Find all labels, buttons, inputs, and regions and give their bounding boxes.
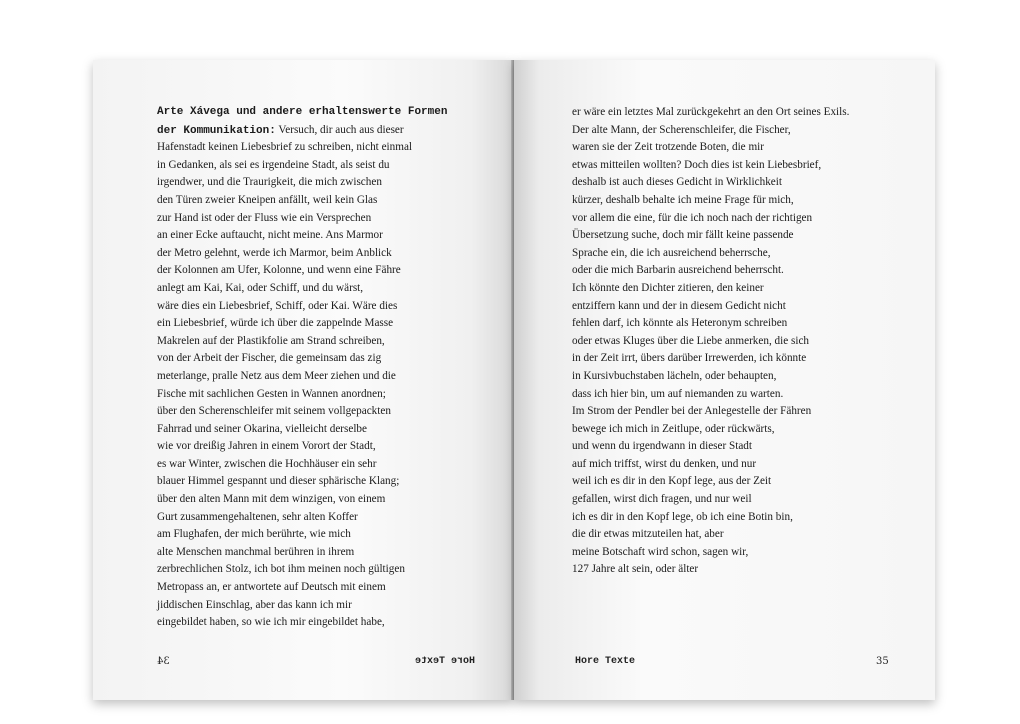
- poem-line: von der Arbeit der Fischer, die gemeinsam das zig: [157, 352, 382, 365]
- poem-line: alte Menschen manchmal berühren in ihrem: [157, 545, 355, 558]
- poem-line: entziffern kann und der in diesem Gedicht nicht: [572, 299, 786, 312]
- poem-line: anlegt am Kai, Kai, oder Schiff, und du wärst,: [157, 281, 364, 294]
- left-page: [93, 60, 513, 700]
- poem-title-line-1: Arte Xávega und andere erhaltenswerte Formen: [157, 106, 448, 118]
- poem-line: kürzer, deshalb behalte ich meine Frage für mich,: [572, 193, 794, 206]
- poem-title-rest: Versuch, dir auch aus dieser: [275, 123, 404, 136]
- right-running-title: Hore Texte: [575, 656, 636, 667]
- poem-line: er wäre ein letztes Mal zurückgekehrt an den Ort seines Exils.: [572, 106, 850, 118]
- poem-line: am Flughafen, der mich berührte, wie mich: [157, 528, 351, 541]
- poem-line: irgendwer, und die Traurigkeit, die mich zwischen: [157, 176, 382, 189]
- poem-line: oder die mich Barbarin ausreichend beherrscht.: [572, 264, 784, 277]
- poem-line: Im Strom der Pendler bei der Anlegestelle der Fähren: [572, 405, 812, 418]
- poem-line: vor allem die eine, für die ich noch nach der richtigen: [572, 211, 813, 224]
- poem-line: dass ich hier bin, um auf niemanden zu warten.: [572, 387, 784, 400]
- poem-line: blauer Himmel gespannt und dieser sphärische Klang;: [157, 475, 400, 488]
- poem-line: in der Zeit irrt, übers darüber Irrewerden, ich könnte: [572, 352, 807, 365]
- poem-line: die dir etwas mitzuteilen hat, aber: [572, 528, 724, 541]
- poem-line: Sprache ein, die ich ausreichend beherrsche,: [572, 246, 771, 259]
- poem-line: an einer Ecke auftaucht, nicht meine. Ans Marmor: [157, 229, 383, 242]
- poem-line: deshalb ist auch dieses Gedicht in Wirklichkeit: [572, 176, 782, 189]
- poem-line: Übersetzung suche, doch mir fällt keine passende: [572, 229, 794, 242]
- poem-title-line-2: [157, 122, 447, 140]
- poem-line: den Türen zweier Kneipen anfällt, weil kein Glas: [157, 193, 378, 206]
- poem-line: waren sie der Zeit trotzende Boten, die mir: [572, 141, 764, 154]
- poem-line: es war Winter, zwischen die Hochhäuser ein sehr: [157, 457, 377, 470]
- poem-line: der Metro gelehnt, werde ich Marmor, beim Anblick: [157, 246, 392, 259]
- poem-line: jiddischen Einschlag, aber das kann ich mir: [157, 598, 352, 611]
- poem-line: wäre dies ein Liebesbrief, Schiff, oder Kai. Wäre dies: [157, 299, 398, 312]
- poem-line: eingebildet haben, so wie ich mir eingebildet habe,: [157, 616, 385, 629]
- poem-line: Metropass an, er antwortete auf Deutsch mit einem: [157, 581, 386, 594]
- poem-line: fehlen darf, ich könnte als Heteronym schreiben: [572, 317, 788, 330]
- right-page-text: [572, 104, 849, 579]
- left-page-text: [157, 104, 447, 632]
- left-running-title: Hore Texte: [415, 656, 476, 667]
- poem-line: ein Liebesbrief, würde ich über die zappelnde Masse: [157, 317, 394, 330]
- poem-line: etwas mitteilen wollten? Doch dies ist kein Liebesbrief,: [572, 158, 822, 171]
- poem-line: Hafenstadt keinen Liebesbrief zu schreiben, nicht einmal: [157, 141, 413, 154]
- poem-line: gefallen, wirst dich fragen, und nur weil: [572, 493, 752, 506]
- poem-line: zerbrechlichen Stolz, ich bot ihm meinen noch gültigen: [157, 563, 405, 576]
- poem-line: in Gedanken, als sei es irgendeine Stadt, als seist du: [157, 158, 390, 171]
- poem-line: weil ich es dir in den Kopf lege, aus der Zeit: [572, 475, 772, 488]
- poem-line: in Kursivbuchstaben lächeln, oder behaupten,: [572, 369, 777, 382]
- poem-line: meine Botschaft wird schon, sagen wir,: [572, 545, 749, 558]
- poem-line: über den Scherenschleifer mit seinem vollgepackten: [157, 405, 391, 418]
- poem-line: zur Hand ist oder der Fluss wie ein Versprechen: [157, 211, 372, 224]
- right-page-number: 35: [876, 656, 889, 667]
- poem-line: meterlange, pralle Netz aus dem Meer ziehen und die: [157, 369, 396, 382]
- poem-line: und wenn du irgendwann in dieser Stadt: [572, 440, 753, 453]
- poem-title-bold: der Kommunikation:: [157, 124, 276, 137]
- poem-line: Makrelen auf der Plastikfolie am Strand schreiben,: [157, 334, 385, 347]
- poem-line: Der alte Mann, der Scherenschleifer, die Fischer,: [572, 123, 791, 136]
- poem-line: Fahrrad und seiner Okarina, vielleicht derselbe: [157, 422, 367, 435]
- poem-line: der Kolonnen am Ufer, Kolonne, und wenn eine Fähre: [157, 264, 401, 277]
- poem-line: ich es dir in den Kopf lege, ob ich eine Botin bin,: [572, 510, 793, 523]
- open-book: [93, 60, 935, 700]
- poem-line: über den alten Mann mit dem winzigen, von einem: [157, 493, 386, 506]
- left-page-number: 34: [157, 656, 170, 667]
- poem-line: oder etwas Kluges über die Liebe anmerken, die sich: [572, 334, 810, 347]
- poem-line: Fische mit sachlichen Gesten in Wannen anordnen;: [157, 387, 386, 400]
- poem-line: bewege ich mich in Zeitlupe, oder rückwärts,: [572, 422, 775, 435]
- poem-line: 127 Jahre alt sein, oder älter: [572, 563, 699, 576]
- poem-line: auf mich triffst, wirst du denken, und nur: [572, 457, 757, 470]
- poem-line: wie vor dreißig Jahren in einem Vorort der Stadt,: [157, 440, 376, 453]
- poem-line: Gurt zusammengehaltenen, sehr alten Koffer: [157, 510, 358, 523]
- right-page: [514, 60, 935, 700]
- poem-line: Ich könnte den Dichter zitieren, den keiner: [572, 281, 764, 294]
